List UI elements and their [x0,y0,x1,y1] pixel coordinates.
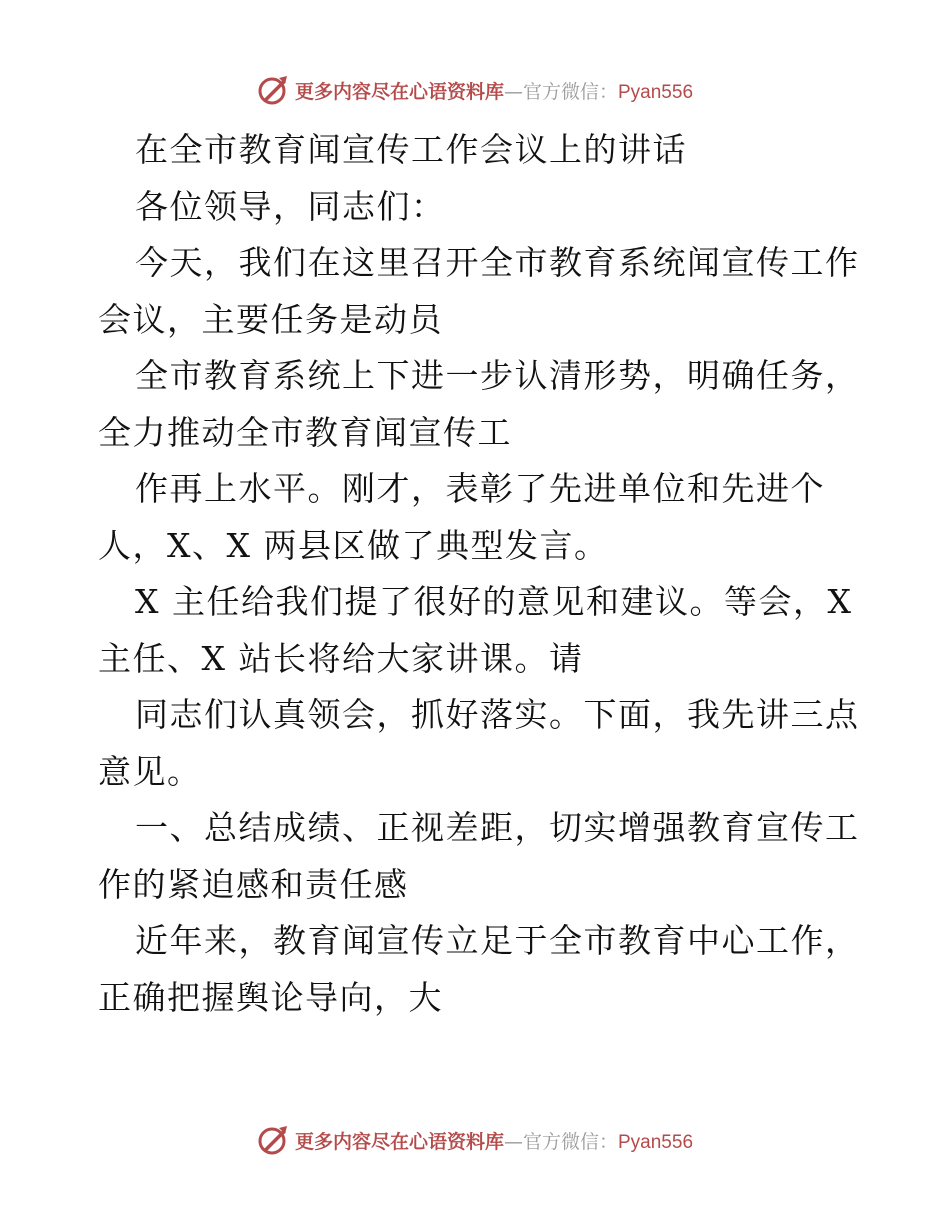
banner-dash: — [503,1130,523,1153]
text-line: 全力推动全市教育闻宣传工 [98,412,512,452]
document-title: 在全市教育闻宣传工作会议上的讲话 [135,130,687,169]
text-line: X 主任给我们提了很好的意见和建议。等会，X [135,582,853,621]
banner-contact-label: 官方微信： [522,1130,618,1153]
footer-banner-text [295,1127,693,1154]
quill-logo-icon [257,1124,289,1156]
salutation: 各位领导，同志们： [135,186,446,226]
section-heading-continued: 作的紧迫感和责任感 [98,864,409,904]
text-line: 主任、X 站长将给大家讲课。请 [98,638,584,678]
banner-dash: — [503,80,523,103]
text-line: 正确把握舆论导向，大 [98,977,443,1017]
banner-wechat-id: Pyan556 [618,1131,694,1153]
header-banner-text [295,77,693,104]
banner-wechat-id: Pyan556 [618,81,694,103]
banner-contact-label: 官方微信： [522,80,618,103]
banner-slogan: 更多内容尽在心语资料库 [294,1130,504,1153]
text-line: 近年来，教育闻宣传立足于全市教育中心工作， [135,921,860,960]
text-line: 会议，主要任务是动员 [98,299,443,339]
document-body [98,122,858,1026]
banner-slogan: 更多内容尽在心语资料库 [294,80,504,103]
text-line: 同志们认真领会，抓好落实。下面，我先讲三点 [135,695,860,734]
section-heading: 一、总结成绩、正视差距，切实增强教育宣传工 [135,808,860,847]
text-line: 人，X、X 两县区做了典型发言。 [98,525,609,565]
header-banner-content [257,74,693,106]
footer-banner-content [257,1124,693,1156]
text-line: 今天，我们在这里召开全市教育系统闻宣传工作 [135,243,860,282]
footer-banner [0,1120,950,1160]
quill-logo-icon [257,74,289,106]
header-banner [0,70,950,110]
text-line: 意见。 [98,751,202,791]
text-line: 全市教育系统上下进一步认清形势，明确任务， [135,356,860,395]
text-line: 作再上水平。刚才，表彰了先进单位和先进个 [135,469,825,508]
